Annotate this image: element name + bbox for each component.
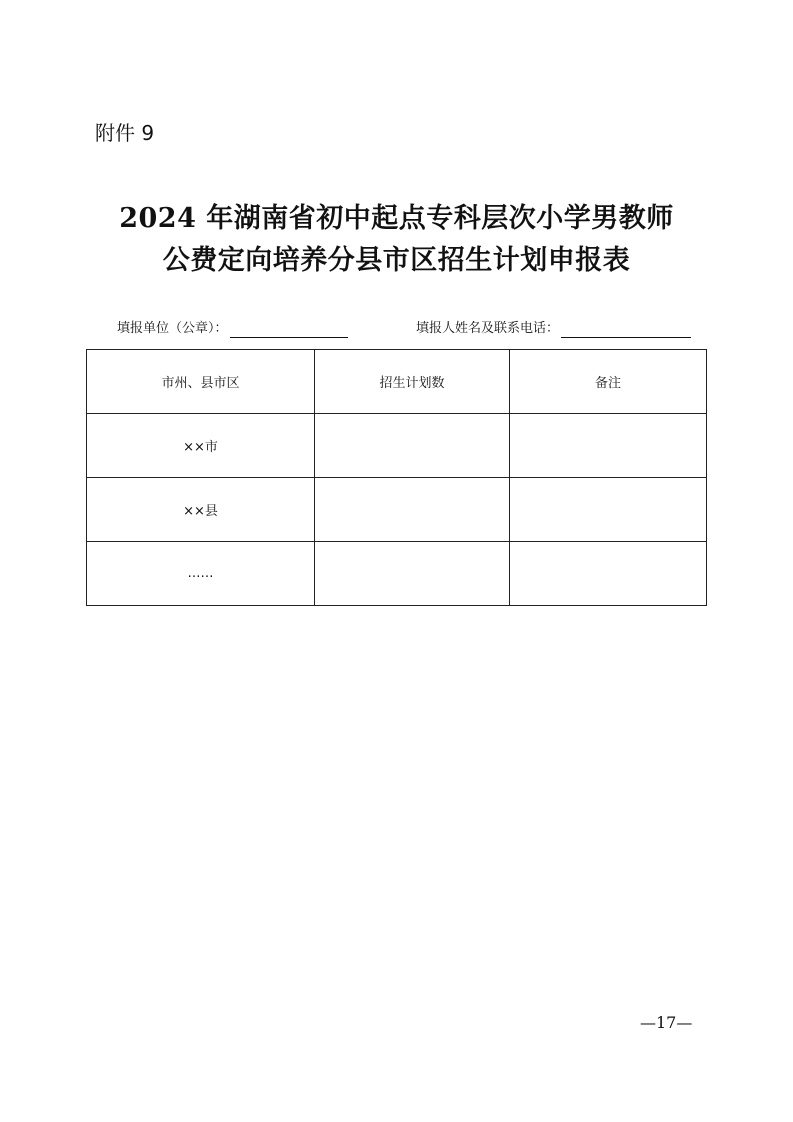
cell-enrollment-count[interactable]: [315, 478, 510, 542]
cell-enrollment-count[interactable]: [315, 542, 510, 606]
table-row: [87, 414, 707, 478]
cell-region: ……: [87, 542, 315, 606]
table-row: [87, 478, 707, 542]
table-row: [87, 542, 707, 606]
reporter-contact-label: 填报人姓名及联系电话：: [416, 321, 560, 336]
page-number: —17—: [640, 1013, 693, 1032]
cell-enrollment-count[interactable]: [315, 414, 510, 478]
header-remarks: 备注: [510, 350, 707, 414]
cell-remarks[interactable]: [510, 414, 707, 478]
reporter-contact-field: [416, 320, 691, 338]
table-header-row: [87, 350, 707, 414]
reporter-contact-blank[interactable]: [561, 323, 691, 338]
cell-remarks[interactable]: [510, 478, 707, 542]
document-title-line-2: 公费定向培养分县市区招生计划申报表: [162, 245, 631, 276]
cell-region: ××县: [87, 478, 315, 542]
cell-region: ××市: [87, 414, 315, 478]
enrollment-plan-table: [86, 349, 707, 606]
reporting-unit-blank[interactable]: [230, 323, 348, 338]
reporting-unit-field: [117, 320, 348, 338]
header-region: 市州、县市区: [87, 350, 315, 414]
reporting-unit-label: 填报单位（公章）：: [117, 321, 228, 336]
cell-remarks[interactable]: [510, 542, 707, 606]
header-enrollment-count: 招生计划数: [315, 350, 510, 414]
document-title-line-1: 2024 年湖南省初中起点专科层次小学男教师: [119, 203, 674, 234]
attachment-label: 附件 9: [95, 121, 155, 145]
